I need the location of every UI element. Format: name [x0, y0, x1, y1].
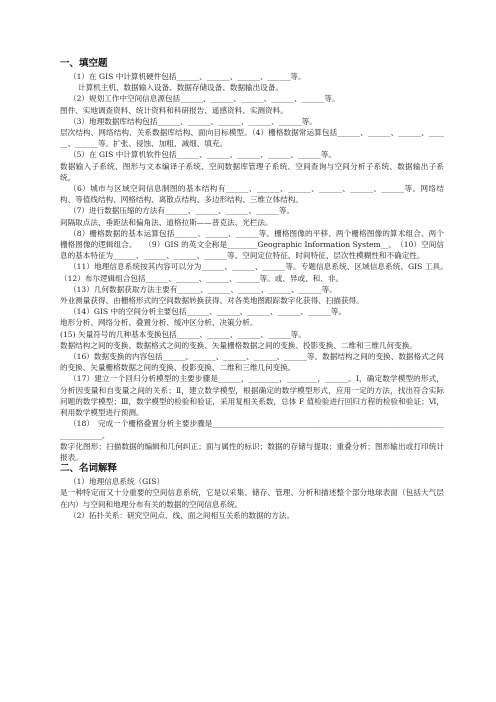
- question-15: (15) 矢量符号的几种基本变换包括______、______、______、______等。: [60, 329, 306, 339]
- question-3: （3）地理数据库结构包括______、______、______、______、______等。: [69, 116, 317, 126]
- section-heading: 一、填空题: [60, 58, 108, 69]
- question-16: （16）数据变换的内容包括______、______、______、______、______等。数据结构之间的变换、数据格式之间的变换、矢量栅格数据之间的变换、投影变换、二维和三维几何变换。: [60, 352, 444, 373]
- answer-7: 间隔取点法、垂距法和偏角法、道格拉斯——普克法、光栏法。: [60, 217, 273, 227]
- question-2: （2）规划工作中空间信息源包括______、______、______、______、______等。: [69, 94, 340, 104]
- question-6: （6）城市与区域空间信息制图的基本结构有______、______、______、______、______、______等。网络结构、等值线结构、网格结构、离散点结构、多边形结构、三维立体结构。: [60, 184, 444, 205]
- term-2: （2）拓扑关系：研究空间点、线、面之间相互关系的数据的方法。: [69, 510, 295, 520]
- answer-3-question-4: 层次结构、网络结构、关系数据库结构、面向目标模型。（4）栅格数据常运算包括______、______、______、______、______等。扩张、侵蚀、加粗、减细、填充。: [60, 128, 444, 149]
- question-13: （13）几何数据获取方法主要有______、______、______、______、______等。: [69, 284, 337, 294]
- answer-14: 地形分析、网络分析、叠置分析、缓冲区分析、决策分析。: [60, 318, 258, 328]
- question-14: （14）GIS 中的空间分析主要包括______、______、______、______、______等。: [69, 307, 346, 317]
- question-5: （5）在 GIS 中计算机软件包括______、______、______、______、______等。: [69, 150, 336, 160]
- question-17: （17）建立一个回归分析模型的主要步骤是______，________，________，______。Ⅰ，确定数学模型的形式，分析因变量和自变量之间的关系；Ⅱ，建立数学模型，根据确定的数学模型形式，应用一定的方法，找出符合实际问题的数学模型；Ⅲ，数学模型的检验和验证，采用复相关系数，总体 F 值检验进行回归方程的检验和验证；Ⅵ，利用数学模型进行预测。: [60, 374, 444, 418]
- question-18: （18） 完成一个栅格叠置分析主要步骤是________________________________________________________________________。: [60, 419, 444, 440]
- definition-1: 是一种特定而又十分重要的空间信息系统，它是以采集、储存、管理、分析和描述整个部分地球表面（包括大气层在内）与空间和地理分布有关的数据的空间信息系统。: [60, 488, 444, 509]
- section-heading: 二、名词解释: [60, 463, 118, 475]
- answer-5: 数据输入子系统、图形与文本编译子系统、空间数据库管理子系统、空间查询与空间分析子系统、数据输出子系统。: [60, 161, 444, 182]
- document-content: [60, 58, 452, 521]
- question-11-12: （11）地理信息系统按其内容可以分为______、______、______等。专题信息系统、区域信息系统、GIS 工具。 （12）布尔逻辑组合包括______、______、______、______等。或、异或、和、非。: [60, 262, 452, 283]
- question-7: （7）进行数据压缩的方法有______、______、______、______等。: [69, 206, 295, 216]
- term-1: （1）地理信息系统（GIS）: [69, 477, 165, 487]
- answer-2: 图件、实地调查资料、统计资料和科研报告、遥感资料、实测资料。: [60, 105, 288, 115]
- section-definitions: [60, 463, 444, 521]
- answer-13: 外业测量获得、由栅格形式的空间数据转换获得、对各类地图跟踪数字化获得、扫描获得。: [60, 296, 364, 306]
- answer-18: 数字化图形；扫描数据的编辑和几何纠正；面与属性的标识；数据的存储与提取；重叠分析；图形输出或打印统计报表。: [60, 441, 444, 462]
- question-1: （1）在 GIS 中计算机硬件包括______、______、______、______等。: [69, 72, 306, 81]
- question-8-10: （8）栅格数据的基本运算包括______、______、______等。栅格图像的平移、两个栅格图像的算术组合、两个栅格图像的逻辑组合。 （9）GIS 的英文全称是________Geographic Information System__。 （10）空间信息的基本特征为______、______、______、______等。空间定位特征、时间特征、层次性模糊性和不确定性。: [60, 228, 444, 261]
- answer-1: 计算机主机、数据输入设备、数据存储设备、数据输出设备。: [78, 83, 284, 93]
- answer-15: 数据结构之间的变换、数据格式之间的变换、矢量栅格数据之间的变换、投影变换、二维和三维几何变换。: [60, 340, 417, 350]
- section-fill-in: [60, 58, 452, 463]
